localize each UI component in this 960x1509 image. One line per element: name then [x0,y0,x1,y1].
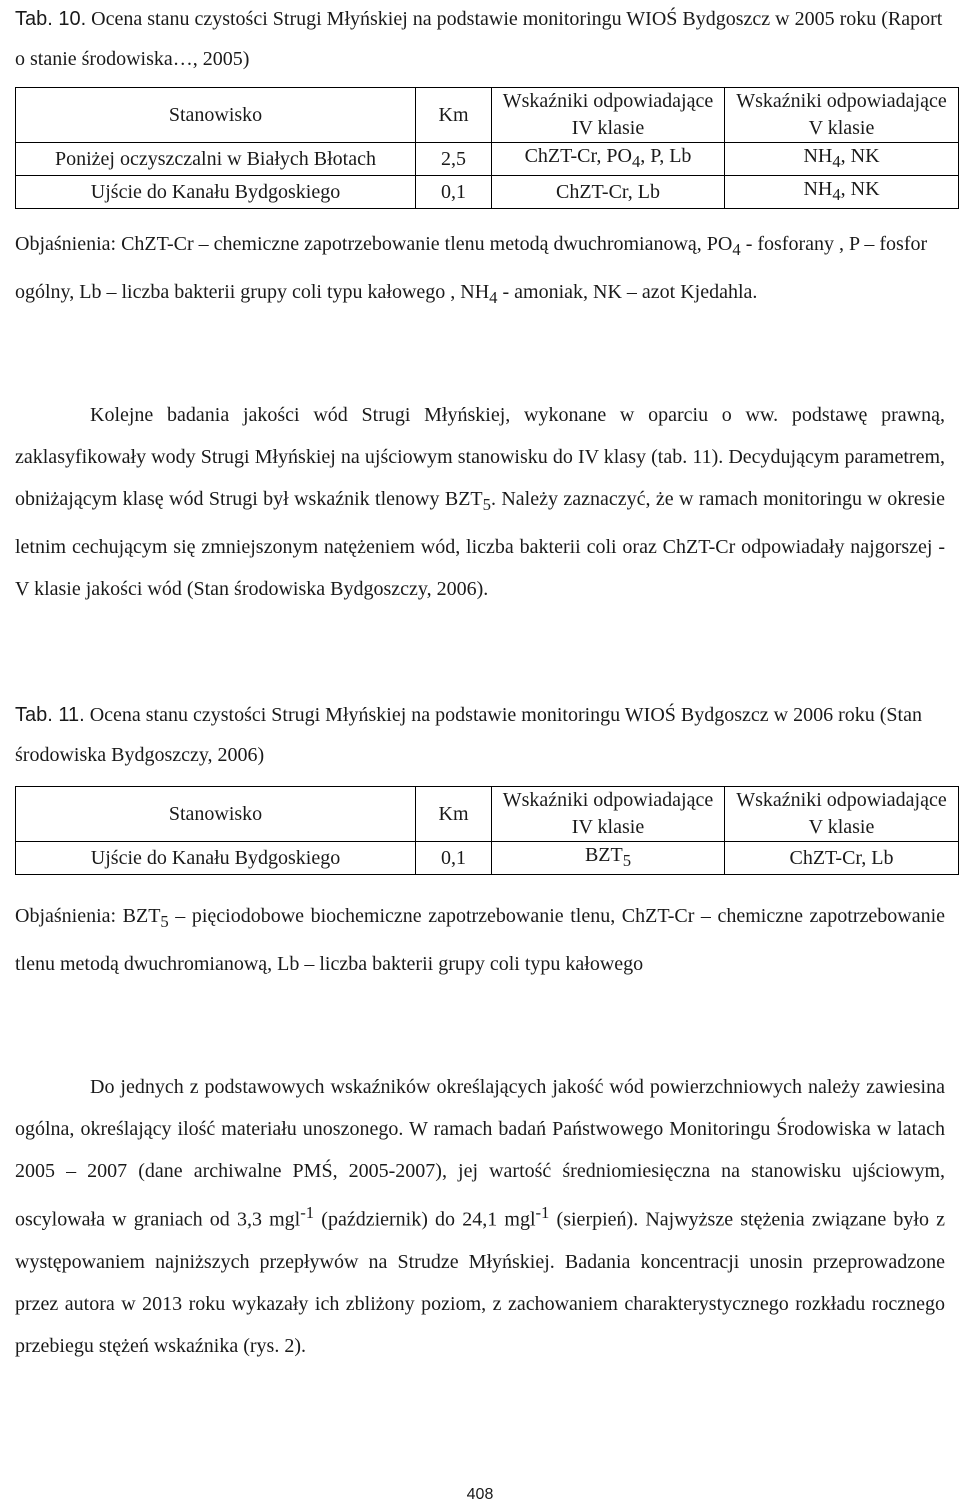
header-class-iv: Wskaźniki odpowiadające IV klasie [492,88,725,143]
table-row [16,176,959,209]
table-10-notes: Objaśnienia: ChZT-Cr – chemiczne zapotrzebowanie tlenu metodą dwuchromianową, $PO_4$ - fosforany , P – fosfor ogólny, Lb – liczba bakterii grupy coli typu kałowego , $NH_4$ - amoniak, NK – azot Kjedahla. [15,233,928,307]
cell-class-iv: ChZT-Cr, Lb [492,176,725,209]
table-row [16,842,959,875]
cell-km: 0,1 [416,176,492,209]
header-km: Km [416,787,492,842]
table-11-notes: Objaśnienia: $BZT_5$ – pięciodobowe biochemiczne zapotrzebowanie tlenu, ChZT-Cr – chemiczne zapotrzebowanie tlenu metodą dwuchromianową, Lb – liczba bakterii grupy coli typu kałowego [15,905,945,975]
cell-class-v: $NH_4$, NK [725,176,959,209]
table-11-header-row [16,787,959,842]
table-10-header-row [16,88,959,143]
table-11-title: Ocena stanu czystości Strugi Młyńskiej na podstawie monitoringu WIOŚ Bydgoszcz w 2006 roku (Stan środowiska Bydgoszczy, 2006) [15,704,922,766]
header-class-v: Wskaźniki odpowiadające V klasie [725,88,959,143]
paragraph-1: Kolejne badania jakości wód Strugi Młyńskiej, wykonane w oparciu o ww. podstawę prawną, zaklasyfikowały wody Strugi Młyńskiej na ujściowym stanowisku do IV klasy (tab. 11). Decydującym parametrem, obniżającym klasę wód Strugi był wskaźnik tlenowy $BZT_5$. Należy zaznaczyć, że w ramach monitoringu w okresie letnim cechującym się zmniejszonym natężeniem wód, liczba bakterii coli oraz ChZT-Cr odpowiadały najgorszej - V klasie jakości wód (Stan środowiska Bydgoszczy, 2006). [15,404,945,600]
cell-class-iv: ChZT-Cr, $PO_4$, P, Lb [492,143,725,176]
paragraph-2: Do jednych z podstawowych wskaźników określających jakość wód powierzchniowych należy zawiesina ogólna, określający ilość materiału unoszonego. W ramach badań Państwowego Monitoringu Środowiska w latach 2005 – 2007 (dane archiwalne PMŚ, 2005-2007), jej wartość średniomiesięczna na stanowisku ujściowym, oscylowała w graniach od 3,3 mgl$^{-1}$ (październik) do 24,1 mgl$^{-1}$ (sierpień). Najwyższe stężenia związane było z występowaniem najniższych przepływów na Strudze Młyńskiej. Badania koncentracji unosin przeprowadzone przez autora w 2013 roku wykazały ich zbliżony poziom, z zachowaniem charakterystycznego rozkładu rocznego przebiegu stężeń wskaźnika (rys. 2). [15,1076,946,1357]
table-10-caption [15,0,945,79]
header-stanowisko: Stanowisko [16,787,416,842]
cell-stanowisko: Ujście do Kanału Bydgoskiego [16,842,416,875]
header-class-v: Wskaźniki odpowiadające V klasie [725,787,959,842]
header-stanowisko: Stanowisko [16,88,416,143]
cell-km: 0,1 [416,842,492,875]
table-11-caption [15,695,945,775]
table-10-label: Tab. 10. [15,8,87,30]
cell-class-v: $NH_4$, NK [725,143,959,176]
header-class-iv: Wskaźniki odpowiadające IV klasie [492,787,725,842]
cell-stanowisko: Ujście do Kanału Bydgoskiego [16,176,416,209]
page-number: 408 [466,1486,494,1503]
table-row [16,143,959,176]
cell-class-iv: $BZT_5$ [492,842,725,875]
table-10 [15,87,959,209]
header-km: Km [416,88,492,143]
table-11 [15,786,959,875]
cell-class-v: ChZT-Cr, Lb [725,842,959,875]
cell-stanowisko: Poniżej oczyszczalni w Białych Błotach [16,143,416,176]
table-11-label: Tab. 11. [15,704,85,726]
table-10-title: Ocena stanu czystości Strugi Młyńskiej na podstawie monitoringu WIOŚ Bydgoszcz w 2005 roku (Raport o stanie środowiska…, 2005) [15,8,943,70]
cell-km: 2,5 [416,143,492,176]
